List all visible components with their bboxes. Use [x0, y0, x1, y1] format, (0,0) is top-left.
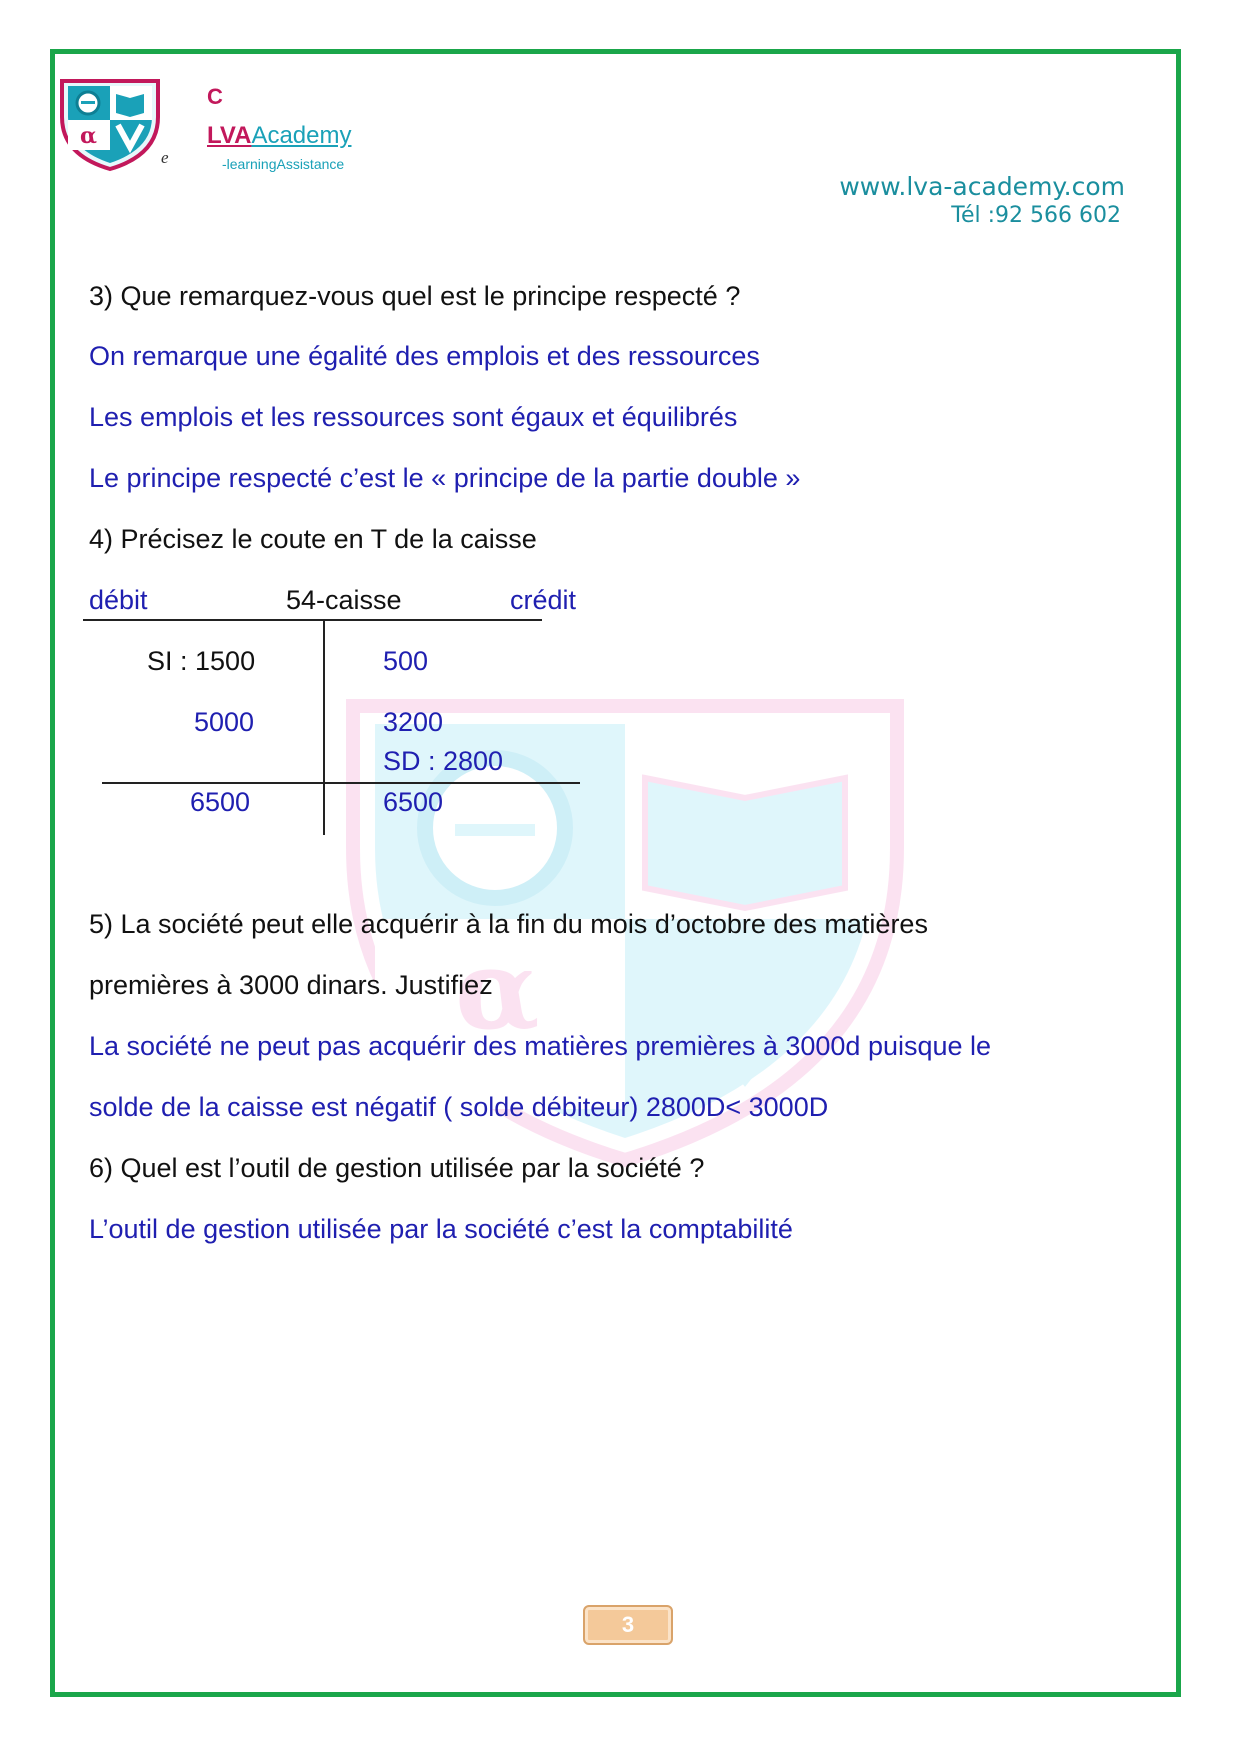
answer-3-line-2: Les emplois et les ressources sont égaux et équilibrés — [89, 402, 738, 432]
t-account-credit-entry-2: 3200 — [383, 707, 444, 737]
answer-6: L’outil de gestion utilisée par la société c’est la comptabilité — [89, 1214, 793, 1244]
t-account-credit-sd: SD : 2800 — [383, 746, 504, 776]
brand-lva: LVA — [207, 122, 252, 149]
brand-name — [207, 122, 351, 150]
phone-number: Tél :92 566 602 — [951, 203, 1121, 228]
answer-5-line-2: solde de la caisse est négatif ( solde débiteur) 2800D< 3000D — [89, 1092, 829, 1122]
t-account-debit-entry: 5000 — [194, 707, 255, 737]
t-account-debit-label: débit — [89, 585, 148, 615]
question-6: 6) Quel est l’outil de gestion utilisée par la société ? — [89, 1153, 705, 1183]
question-3: 3) Que remarquez-vous quel est le principe respecté ? — [89, 281, 741, 311]
t-account-center-rule — [323, 620, 325, 835]
svg-text:α: α — [455, 925, 540, 1054]
question-5-line-2: premières à 3000 dinars. Justifiez — [89, 970, 493, 1000]
svg-text:α: α — [80, 123, 97, 149]
t-account-top-rule — [83, 619, 542, 621]
t-account-credit-label: crédit — [510, 585, 577, 615]
brand-letter-e: e — [161, 148, 169, 167]
lva-shield-logo — [58, 77, 168, 173]
brand-academy: Academy — [251, 122, 352, 149]
page-number-badge: 3 — [583, 1605, 673, 1645]
answer-3-line-1: On remarque une égalité des emplois et des ressources — [89, 341, 760, 371]
t-account-credit-total: 6500 — [383, 787, 444, 817]
t-account-credit-entry-1: 500 — [383, 646, 429, 676]
brand-subtitle: -learningAssistance — [222, 156, 345, 172]
t-account-debit-total: 6500 — [190, 787, 251, 817]
brand-letter-c: C — [207, 84, 223, 109]
website-url[interactable]: www.lva-academy.com — [839, 172, 1125, 201]
t-account-total-rule — [102, 782, 580, 784]
t-account-debit-si: SI : 1500 — [147, 646, 256, 676]
question-5-line-1: 5) La société peut elle acquérir à la fin du mois d’octobre des matières — [89, 909, 928, 939]
question-4: 4) Précisez le coute en T de la caisse — [89, 524, 537, 554]
answer-3-line-3: Le principe respecté c’est le « principe de la partie double » — [89, 463, 801, 493]
t-account-name: 54-caisse — [286, 585, 402, 615]
answer-5-line-1: La société ne peut pas acquérir des matières premières à 3000d puisque le — [89, 1031, 992, 1061]
